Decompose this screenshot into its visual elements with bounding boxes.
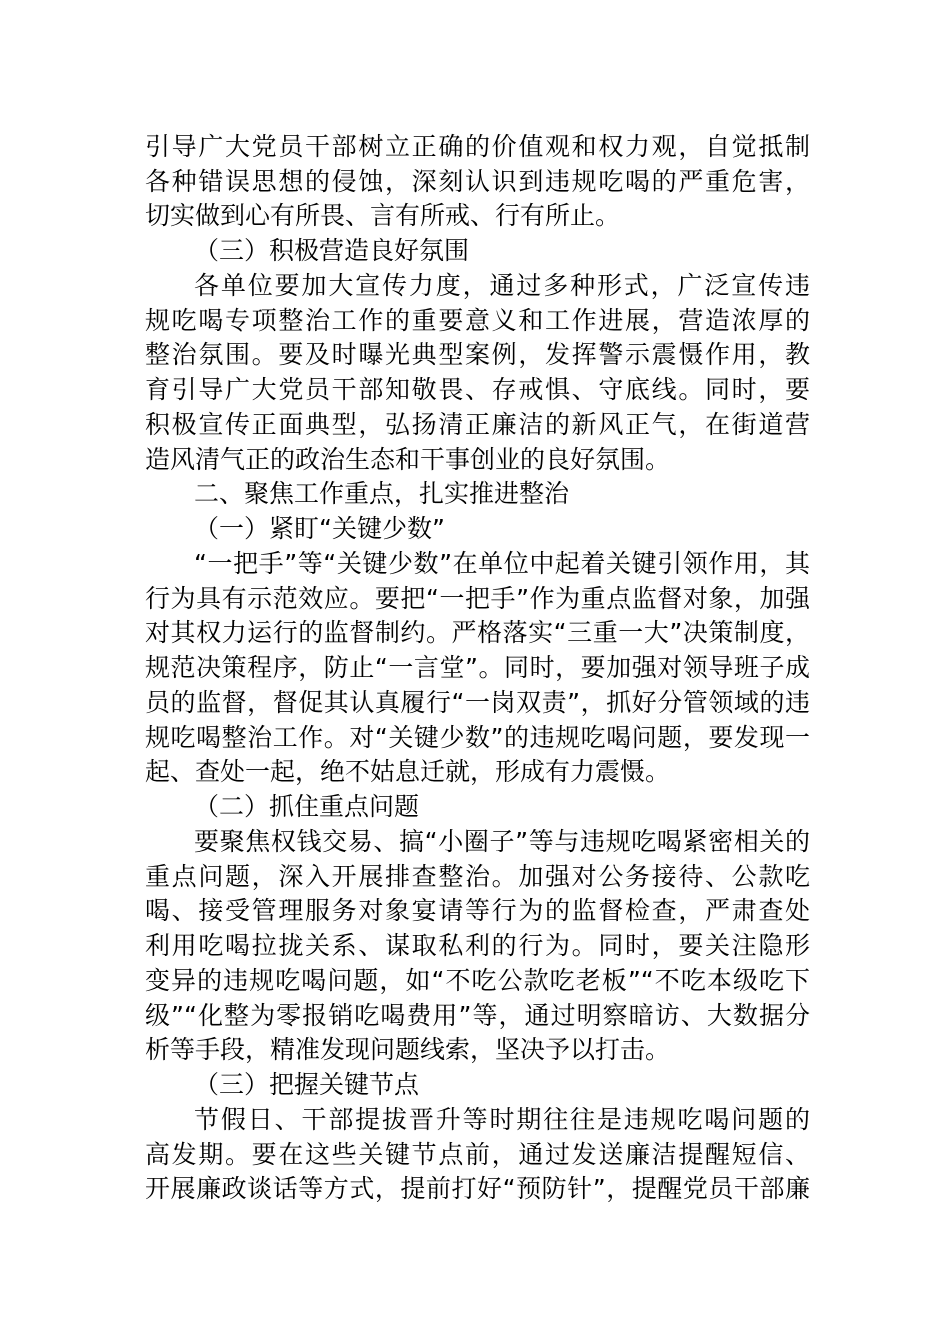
section-heading-2: 二、聚焦工作重点，扎实推进整治 (194, 479, 570, 508)
subheading-2-line: （二）抓住重点问题 (194, 792, 420, 821)
text-line-16: 规范决策程序，防止“一言堂”。同时，要加强对领导班子成 (145, 653, 810, 682)
text-line-5: 各单位要加大宣传力度，通过多种形式，广泛宣传违 (194, 271, 810, 300)
text-line-27: 析等手段，精准发现问题线索，坚决予以打击。 (145, 1035, 671, 1064)
text-line-21: 要聚焦权钱交易、搞“小圈子”等与违规吃喝紧密相关的 (194, 827, 810, 856)
text-line-9: 积极宣传正面典型，弘扬清正廉洁的新风正气，在街道营 (145, 410, 810, 439)
text-line-2: 各种错误思想的侵蚀，深刻认识到违规吃喝的严重危害， (145, 167, 810, 196)
text-line-15: 对其权力运行的监督制约。严格落实“三重一大”决策制度， (145, 618, 810, 647)
text-line-29: 节假日、干部提拔晋升等时期往往是违规吃喝问题的 (194, 1105, 810, 1134)
text-line-10: 造风清气正的政治生态和干事创业的良好氛围。 (145, 445, 671, 474)
text-line-31: 开展廉政谈话等方式，提前打好“预防针”，提醒党员干部廉 (145, 1174, 810, 1203)
text-line-3: 切实做到心有所畏、言有所戒、行有所止。 (145, 201, 621, 230)
text-line-25: 变异的违规吃喝问题，如“不吃公款吃老板”“不吃本级吃下 (145, 966, 810, 995)
subheading-3b-line: （三）把握关键节点 (194, 1070, 420, 1099)
text-line-17: 员的监督，督促其认真履行“一岗双责”，抓好分管领域的违 (145, 688, 810, 717)
subheading-3-line: （三）积极营造良好氛围 (194, 236, 470, 265)
text-line-30: 高发期。要在这些关键节点前，通过发送廉洁提醒短信、 (145, 1140, 810, 1169)
text-line-7: 整治氛围。要及时曝光典型案例，发挥警示震慑作用，教 (145, 340, 810, 369)
text-line-1: 引导广大党员干部树立正确的价值观和权力观，自觉抵制 (145, 132, 810, 161)
text-line-22: 重点问题，深入开展排查整治。加强对公务接待、公款吃 (145, 862, 810, 891)
text-line-13: “一把手”等“关键少数”在单位中起着关键引领作用，其 (194, 549, 810, 578)
text-line-26: 级”“化整为零报销吃喝费用”等，通过明察暗访、大数据分 (145, 1001, 810, 1030)
text-line-19: 起、查处一起，绝不姑息迁就，形成有力震慑。 (145, 757, 671, 786)
text-line-18: 规吃喝整治工作。对“关键少数”的违规吃喝问题，要发现一 (145, 723, 810, 752)
text-line-6: 规吃喝专项整治工作的重要意义和工作进展，营造浓厚的 (145, 306, 810, 335)
text-line-8: 育引导广大党员干部知敬畏、存戒惧、守底线。同时，要 (145, 375, 810, 404)
text-line-23: 喝、接受管理服务对象宴请等行为的监督检查，严肃查处 (145, 896, 810, 925)
text-line-14: 行为具有示范效应。要把“一把手”作为重点监督对象，加强 (145, 584, 810, 613)
text-line-24: 利用吃喝拉拢关系、谋取私利的行为。同时，要关注隐形 (145, 931, 810, 960)
subheading-1-line: （一）紧盯“关键少数” (194, 514, 445, 543)
